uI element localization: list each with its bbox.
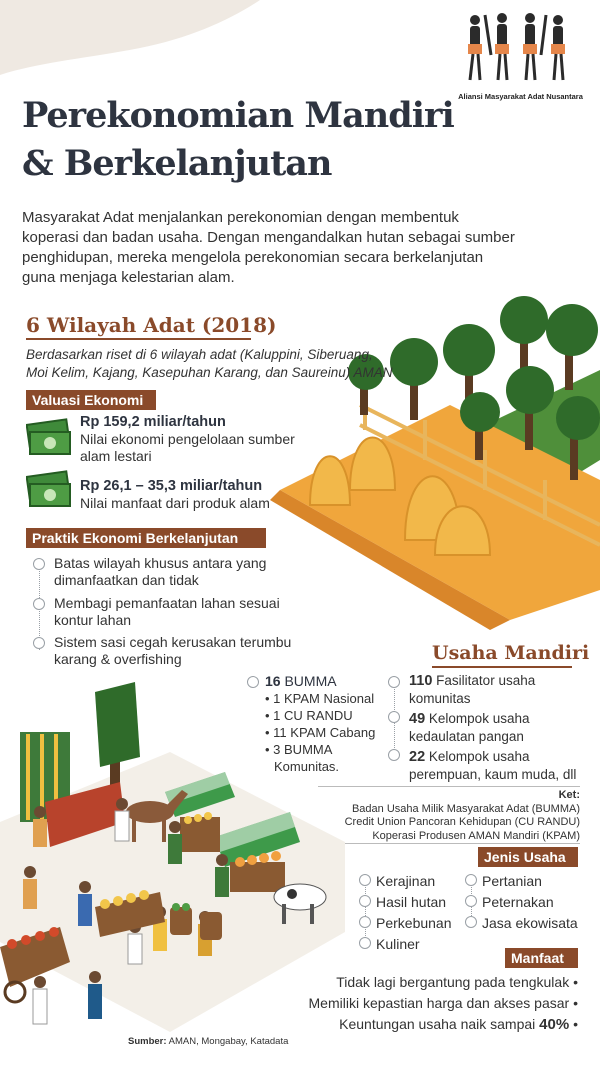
title-line-2: & Berkelanjutan bbox=[22, 143, 332, 184]
intro-paragraph bbox=[22, 208, 582, 288]
usaha-count: 49 bbox=[409, 711, 426, 727]
usaha-label: Fasilitator usaha bbox=[436, 673, 536, 688]
wilayah-desc-line: Moi Kelim, Kajang, Kasepuhan Karang, dan Saureinu) AMAN bbox=[26, 365, 393, 380]
wilayah-underline bbox=[26, 338, 251, 340]
jenis-bullet bbox=[465, 895, 477, 907]
praktik-bullet bbox=[33, 637, 45, 649]
valuasi-desc: alam lestari bbox=[80, 448, 152, 464]
aman-logo bbox=[458, 10, 583, 102]
bumma-sub: • 1 CU RANDU bbox=[265, 708, 353, 723]
top-wave-decoration bbox=[0, 0, 300, 80]
jenis-right-list bbox=[482, 871, 578, 934]
jenis-bullet bbox=[359, 937, 371, 949]
usaha-label: kedaulatan pangan bbox=[409, 729, 524, 744]
ket-box bbox=[318, 786, 580, 844]
praktik-item bbox=[54, 555, 266, 589]
praktik-bullet bbox=[33, 598, 45, 610]
usaha-count: 22 bbox=[409, 749, 426, 765]
jenis-bullet bbox=[465, 916, 477, 928]
praktik-line: karang & overfishing bbox=[54, 651, 182, 667]
jenis-timeline-left bbox=[365, 882, 366, 942]
manfaat-highlight: 40% bbox=[539, 1016, 570, 1033]
jenis-bullet bbox=[359, 895, 371, 907]
usaha-bullet bbox=[388, 749, 400, 761]
title-line-1: Perekonomian Mandiri bbox=[22, 95, 454, 136]
praktik-heading: Praktik Ekonomi Berkelanjutan bbox=[26, 528, 266, 548]
jenis-item: Jasa ekowisata bbox=[482, 915, 578, 931]
jenis-left-list bbox=[376, 871, 452, 955]
usaha-bullet bbox=[388, 711, 400, 723]
jenis-item: Perkebunan bbox=[376, 915, 452, 931]
jenis-item: Hasil hutan bbox=[376, 894, 447, 910]
sumber-label: Sumber: bbox=[128, 1036, 167, 1047]
wilayah-desc-line: Berdasarkan riset di 6 wilayah adat (Kaluppini, Siberuang, bbox=[26, 347, 373, 362]
usaha-bullet bbox=[388, 676, 400, 688]
valuasi-value: Rp 26,1 – 35,3 miliar/tahun bbox=[80, 478, 263, 494]
usaha-item bbox=[409, 672, 535, 707]
farm-illustration bbox=[250, 290, 600, 630]
valuasi-desc: Nilai manfaat dari produk alam bbox=[80, 495, 270, 511]
page-title bbox=[22, 92, 462, 188]
jenis-heading: Jenis Usaha bbox=[478, 847, 578, 867]
bumma-sub: • 11 KPAM Cabang bbox=[265, 725, 376, 740]
valuasi-value: Rp 159,2 miliar/tahun bbox=[80, 414, 226, 430]
praktik-item bbox=[54, 634, 291, 668]
bumma-sub: Komunitas. bbox=[274, 759, 340, 774]
intro-line: Masyarakat Adat menjalankan perekonomian dengan membentuk bbox=[22, 209, 459, 226]
manfaat-item: Memiliki kepastian harga dan akses pasar • bbox=[308, 995, 578, 1011]
praktik-line: kontur lahan bbox=[54, 612, 132, 628]
usaha-underline bbox=[432, 666, 572, 668]
ket-line: Credit Union Pancoran Kehidupan (CU RANDU) bbox=[344, 816, 580, 828]
jenis-item: Kerajinan bbox=[376, 873, 436, 889]
intro-line: guna menjaga kelestarian alam. bbox=[22, 269, 235, 286]
jenis-item: Peternakan bbox=[482, 894, 554, 910]
money-icon bbox=[26, 418, 74, 465]
sumber bbox=[128, 1036, 288, 1047]
usaha-item bbox=[409, 710, 529, 745]
valuasi-item bbox=[80, 477, 270, 512]
usaha-count: 110 bbox=[409, 673, 433, 689]
logo-figures-icon bbox=[458, 10, 583, 85]
logo-caption: Aliansi Masyarakat Adat Nusantara bbox=[458, 92, 583, 101]
manfaat-list bbox=[309, 972, 579, 1035]
market-illustration bbox=[0, 672, 345, 1052]
usaha-label: Kelompok usaha bbox=[428, 711, 530, 726]
manfaat-heading: Manfaat bbox=[505, 948, 578, 968]
jenis-bullet bbox=[359, 874, 371, 886]
usaha-label: Kelompok usaha bbox=[428, 749, 530, 764]
manfaat-item: Keuntungan usaha naik sampai 40% • bbox=[339, 1016, 578, 1033]
valuasi-item bbox=[80, 413, 295, 465]
money-icon bbox=[26, 470, 74, 517]
bumma-label: BUMMA bbox=[284, 673, 337, 689]
valuasi-desc: Nilai ekonomi pengelolaan sumber bbox=[80, 431, 295, 447]
jenis-item: Pertanian bbox=[482, 873, 542, 889]
jenis-item: Kuliner bbox=[376, 936, 420, 952]
praktik-line: dimanfaatkan dan tidak bbox=[54, 572, 199, 588]
jenis-bullet bbox=[359, 916, 371, 928]
intro-line: penghidupan, mereka mengelola perekonomian secara berkelanjutan bbox=[22, 249, 484, 266]
usaha-item bbox=[409, 748, 576, 783]
bumma-count: 16 bbox=[265, 673, 281, 689]
wilayah-heading: 6 Wilayah Adat (2018) bbox=[26, 313, 277, 337]
praktik-line: Membagi pemanfaatan lahan sesuai bbox=[54, 595, 280, 611]
ket-line: Koperasi Produsen AMAN Mandiri (KPAM) bbox=[372, 829, 580, 842]
usaha-heading: Usaha Mandiri bbox=[432, 642, 590, 664]
wilayah-description bbox=[26, 346, 392, 382]
sumber-text: AMAN, Mongabay, Katadata bbox=[168, 1036, 289, 1047]
bumma-sub: • 1 KPAM Nasional bbox=[265, 691, 375, 706]
manfaat-item: Tidak lagi bergantung pada tengkulak • bbox=[336, 974, 578, 990]
jenis-bullet bbox=[465, 874, 477, 886]
ket-line: Badan Usaha Milik Masyarakat Adat (BUMMA) bbox=[351, 802, 580, 815]
ket-title: Ket: bbox=[558, 789, 580, 801]
praktik-item bbox=[54, 595, 280, 629]
praktik-bullet bbox=[33, 558, 45, 570]
usaha-label: komunitas bbox=[409, 691, 471, 706]
valuasi-heading: Valuasi Ekonomi bbox=[26, 390, 156, 410]
bumma-sub: • 3 BUMMA bbox=[265, 742, 333, 757]
praktik-line: Sistem sasi cegah kerusakan terumbu bbox=[54, 634, 292, 650]
intro-line: koperasi dan badan usaha. Dengan mengandalkan hutan sebagai sumber bbox=[22, 229, 515, 246]
usaha-label: perempuan, kaum muda, dll bbox=[409, 767, 577, 782]
praktik-line: Batas wilayah khusus antara yang bbox=[54, 555, 267, 571]
